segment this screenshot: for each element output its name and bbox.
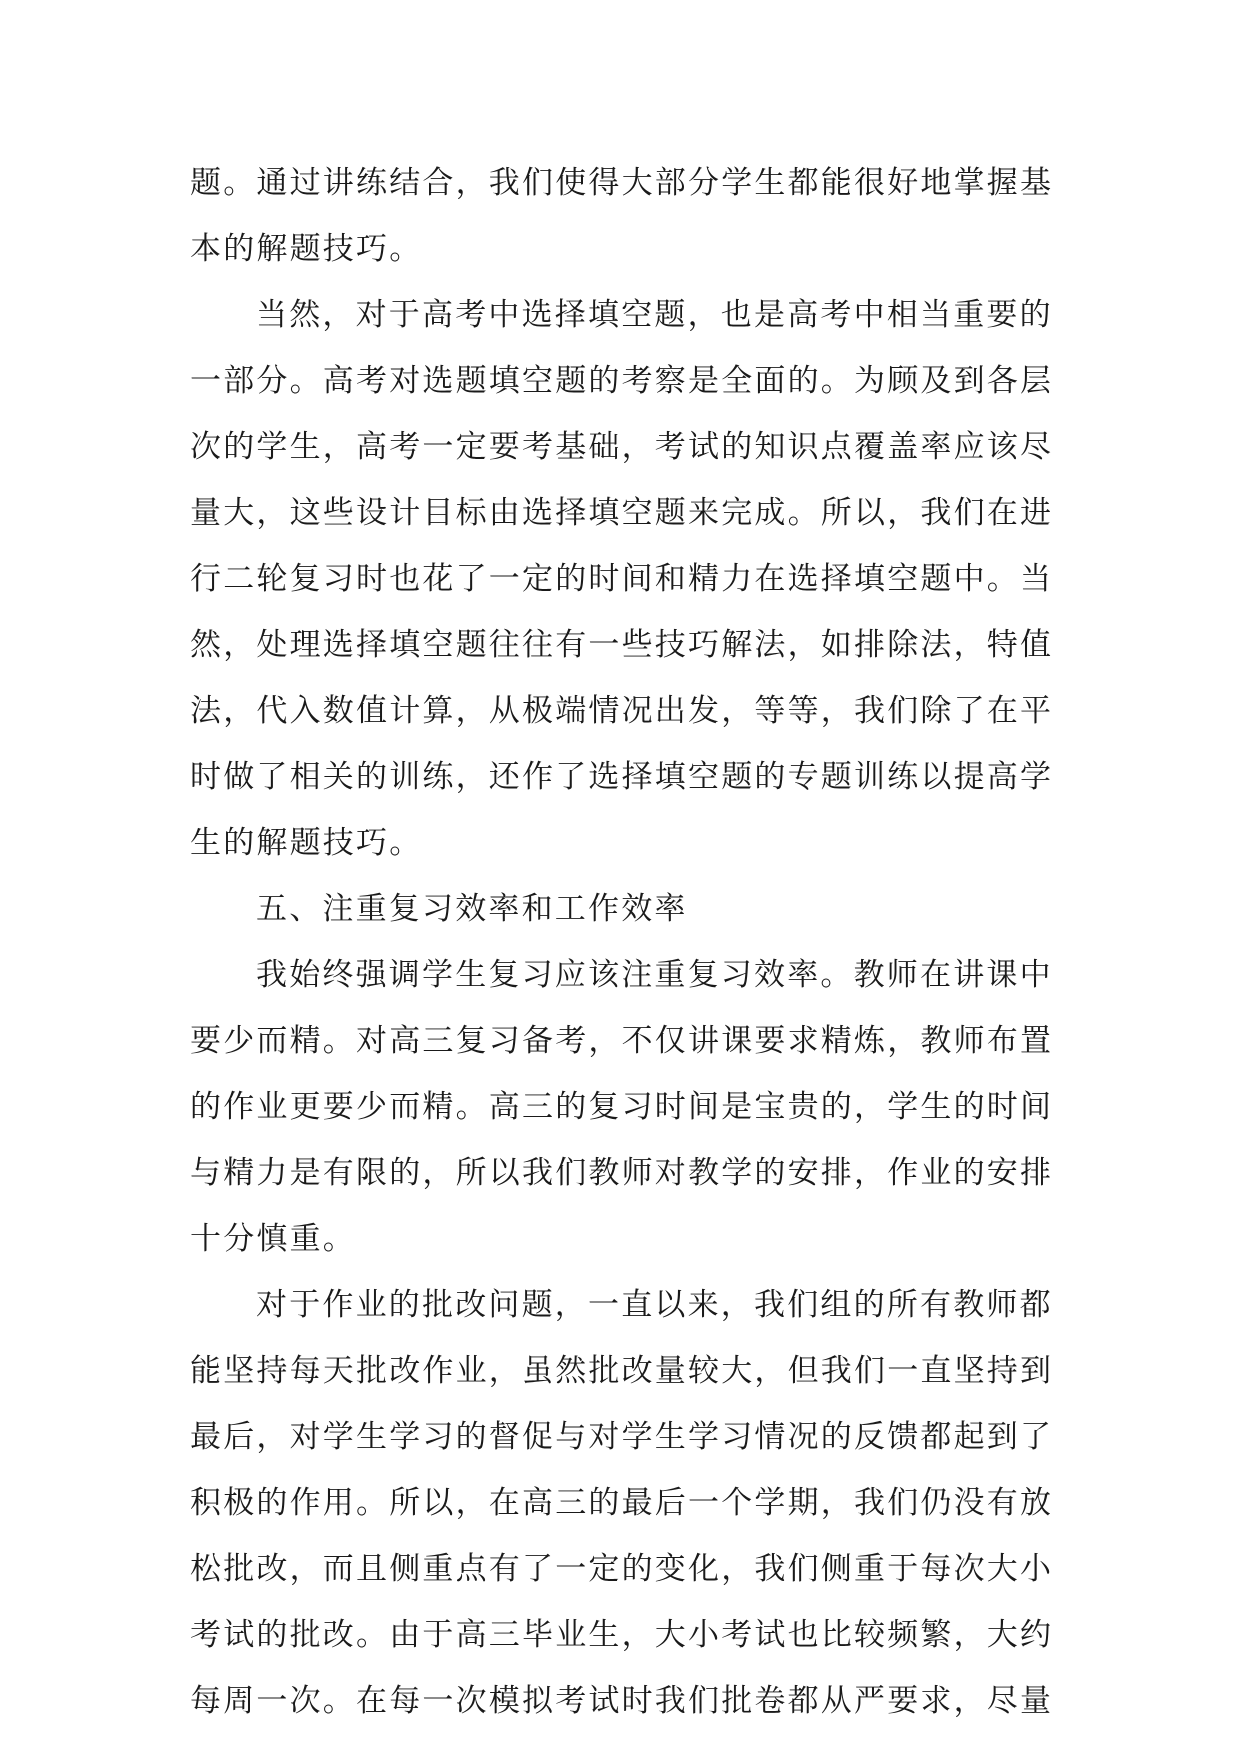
- paragraph-start-line: 我始终强调学生复习应该注重复习效率。教师在讲课中: [256, 957, 1053, 993]
- text-line: 十分慎重。: [190, 1221, 356, 1257]
- text-line: 时做了相关的训练，还作了选择填空题的专题训练以提高学: [190, 759, 1054, 795]
- text-line: 考试的批改。由于高三毕业生，大小考试也比较频繁，大约: [190, 1617, 1054, 1653]
- text-line: 一部分。高考对选题填空题的考察是全面的。为顾及到各层: [190, 363, 1054, 399]
- text-line: 最后，对学生学习的督促与对学生学习情况的反馈都起到了: [190, 1419, 1054, 1455]
- text-line: 要少而精。对高三复习备考，不仅讲课要求精炼，教师布置: [190, 1023, 1054, 1059]
- text-line: 法，代入数值计算，从极端情况出发，等等，我们除了在平: [190, 693, 1054, 729]
- text-line: 能坚持每天批改作业，虽然批改量较大，但我们一直坚持到: [190, 1353, 1054, 1389]
- text-line: 题。通过讲练结合，我们使得大部分学生都能很好地掌握基: [190, 165, 1054, 201]
- text-line: 量大，这些设计目标由选择填空题来完成。所以，我们在进: [190, 495, 1054, 531]
- paragraph-start-line: 当然，对于高考中选择填空题，也是高考中相当重要的: [256, 297, 1053, 333]
- text-line: 生的解题技巧。: [190, 825, 423, 861]
- text-line: 与精力是有限的，所以我们教师对教学的安排，作业的安排: [190, 1155, 1054, 1191]
- text-line: 行二轮复习时也花了一定的时间和精力在选择填空题中。当: [190, 561, 1054, 597]
- text-line: 松批改，而且侧重点有了一定的变化，我们侧重于每次大小: [190, 1551, 1054, 1587]
- section-heading: 五、注重复习效率和工作效率: [256, 891, 688, 927]
- text-line: 次的学生，高考一定要考基础，考试的知识点覆盖率应该尽: [190, 429, 1054, 465]
- document-page: [190, 150, 1060, 1734]
- text-line: 本的解题技巧。: [190, 231, 423, 267]
- paragraph-start-line: 对于作业的批改问题，一直以来，我们组的所有教师都: [256, 1287, 1053, 1323]
- text-line: 的作业更要少而精。高三的复习时间是宝贵的，学生的时间: [190, 1089, 1054, 1125]
- text-line: 每周一次。在每一次模拟考试时我们批卷都从严要求，尽量: [190, 1683, 1054, 1719]
- text-line: 积极的作用。所以，在高三的最后一个学期，我们仍没有放: [190, 1485, 1054, 1521]
- text-line: 然，处理选择填空题往往有一些技巧解法，如排除法，特值: [190, 627, 1054, 663]
